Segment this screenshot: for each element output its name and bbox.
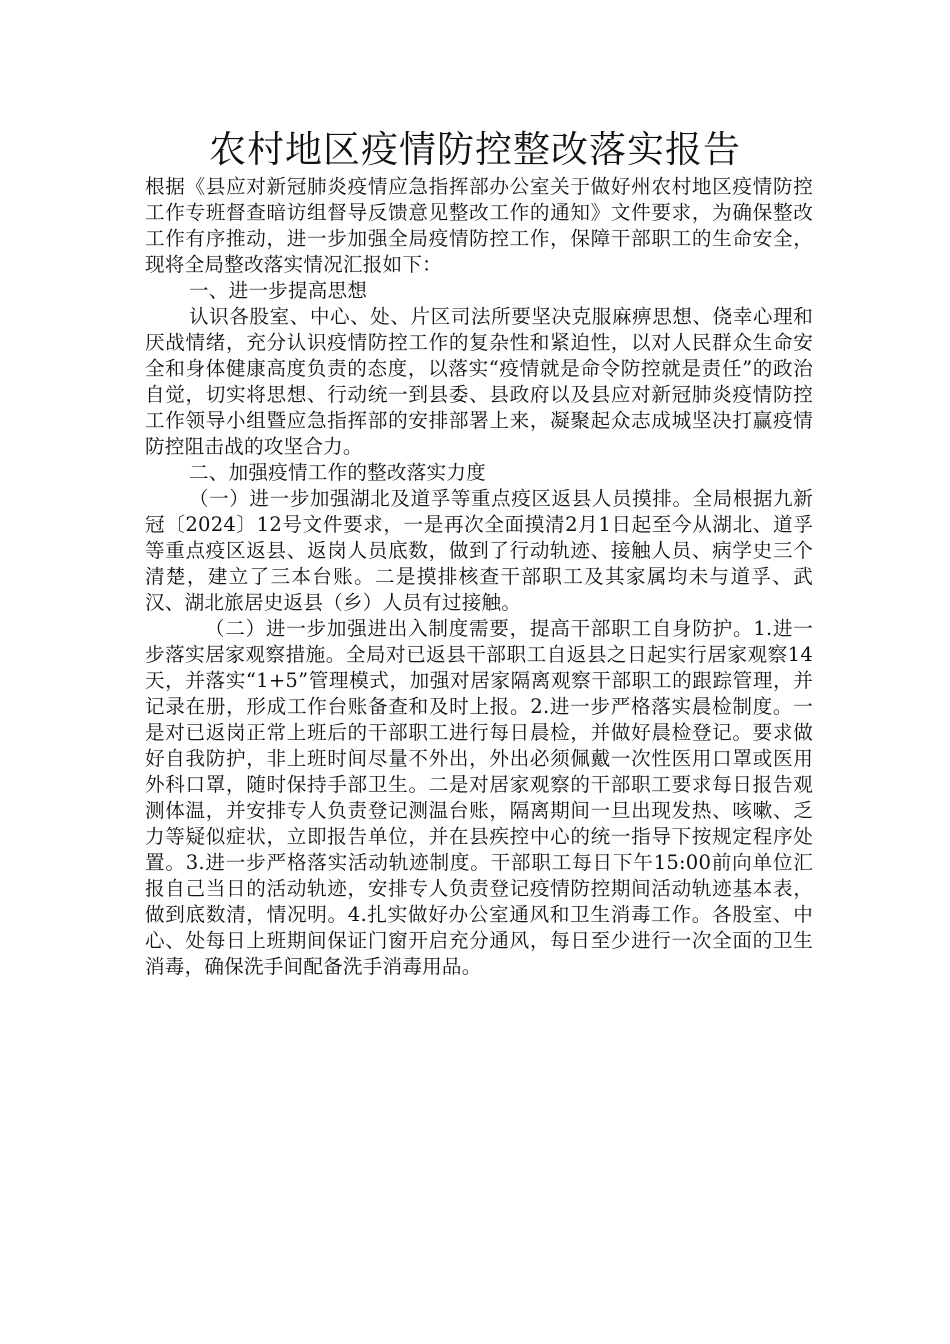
paragraph-intro: 根据《县应对新冠肺炎疫情应急指挥部办公室关于做好州农村地区疫情防控工作专班督查暗访组督导反馈意见整改工作的通知》文件要求，为确保整改工作有序推动，进一步加强全局疫情防控工作，保障干部职工的生命安全，现将全局整改落实情况汇报如下： <box>145 175 813 276</box>
paragraph-awareness: 认识各股室、中心、处、片区司法所要坚决克服麻痹思想、侥幸心理和厌战情绪，充分认识疫情防控工作的复杂性和紧迫性，以对人民群众生命安全和身体健康高度负责的态度，以落实“疫情就是命令防控就是责任”的政治自觉，切实将思想、行动统一到县委、县政府以及县应对新冠肺炎疫情防控工作领导小组暨应急指挥部的安排部署上来，凝聚起众志成城坚决打赢疫情防控阻击战的攻坚合力。 <box>145 305 813 458</box>
document-body <box>145 174 813 980</box>
section-heading-2: 二、加强疫情工作的整改落实力度 <box>189 461 486 484</box>
document-title: 农村地区疫情防控整改落实报告 <box>209 128 741 171</box>
section-heading-1: 一、进一步提高思想 <box>189 279 368 302</box>
paragraph-screening: （一）进一步加强湖北及道孚等重点疫区返县人员摸排。全局根据九新冠〔2024〕12号文件要求，一是再次全面摸清2月1日起至今从湖北、道孚等重点疫区返县、返岗人员底数，做到了行动轨迹、接触人员、病学史三个清楚，建立了三本台账。二是摸排核查干部职工及其家属均未与道孚、武汉、湖北旅居史返县（乡）人员有过接触。 <box>145 487 813 614</box>
paragraph-protection: （二）进一步加强进出入制度需要，提高干部职工自身防护。1.进一步落实居家观察措施。全局对已返县干部职工自返县之日起实行居家观察14天，并落实“1+5”管理模式，加强对居家隔离观察干部职工的跟踪管理，并记录在册，形成工作台账备查和及时上报。2.进一步严格落实晨检制度。一是对已返岗正常上班后的干部职工进行每日晨检，并做好晨检登记。要求做好自我防护，非上班时间尽量不外出，外出必须佩戴一次性医用口罩或医用外科口罩，随时保持手部卫生。二是对居家观察的干部职工要求每日报告观测体温，并安排专人负责登记测温台账，隔离期间一旦出现发热、咳嗽、乏力等疑似症状，立即报告单位，并在县疾控中心的统一指导下按规定程序处置。3.进一步严格落实活动轨迹制度。干部职工每日下午15:00前向单位汇报自己当日的活动轨迹，安排专人负责登记疫情防控期间活动轨迹基本表，做到底数清，情况明。4.扎实做好办公室通风和卫生消毒工作。各股室、中心、处每日上班期间保证门窗开启充分通风，每日至少进行一次全面的卫生消毒，确保洗手间配备洗手消毒用品。 <box>145 617 814 978</box>
